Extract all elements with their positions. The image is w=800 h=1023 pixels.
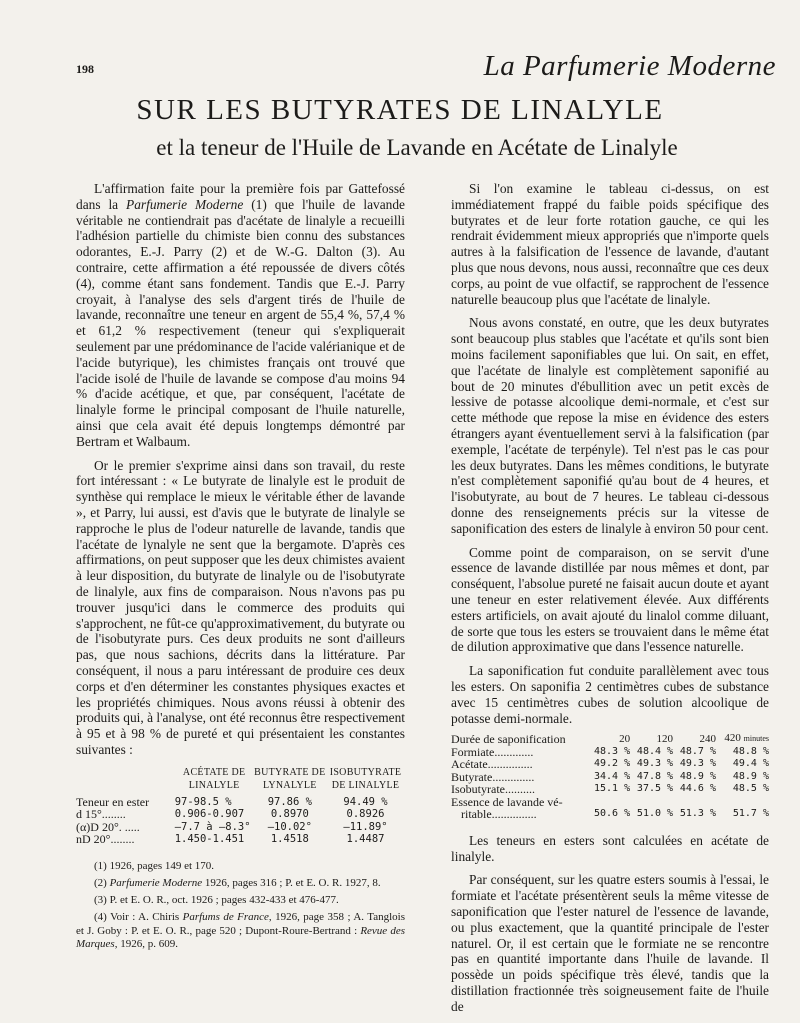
table-cell: 48.4 % <box>636 745 674 757</box>
table-cell: 34.4 % <box>594 770 631 782</box>
table-cell: 48.9 % <box>732 770 769 782</box>
column-header: 120 <box>656 732 674 745</box>
table-cell: 49.2 % <box>594 758 631 770</box>
footnote: (4) Voir : A. Chiris Parfums de France, 1926, page 358 ; A. Tanglois et J. Goby : P. et E. O. R., page 520 ; Dupont-Roure-Bertrand : Revue des Marques, 1926, p. 609. <box>76 911 405 950</box>
table-cell: 49.3 % <box>636 758 674 770</box>
column-header: 240 <box>699 732 716 745</box>
table-header-row <box>76 766 405 796</box>
saponification-table <box>451 732 769 821</box>
footnotes <box>76 860 405 951</box>
column-header: BUTYRATE DE LYNALYLE <box>254 766 326 791</box>
row-label: Isobutyrate.......... <box>451 782 535 797</box>
table-cell: 49.4 % <box>732 758 769 770</box>
row-label: (α)D 20°. ..... <box>76 819 140 834</box>
row-label: ritable............... <box>461 807 537 822</box>
table-cell: 0.906-0.907 <box>174 808 245 821</box>
table-cell: —11.89° <box>343 820 388 833</box>
table-cell: 48.9 % <box>679 770 716 782</box>
article-title: SUR LES BUTYRATES DE LINALYLE <box>136 94 664 126</box>
table-cell: 15.1 % <box>594 783 631 795</box>
row-label: d 15°........ <box>76 807 126 822</box>
right-column <box>451 181 769 1023</box>
table-cell: 48.3 % <box>594 745 631 757</box>
table-cell: 47.8 % <box>636 770 674 782</box>
table-cell: 48.7 % <box>679 745 716 757</box>
column-header: ISOBUTYRATE DE LINALYLE <box>329 766 402 791</box>
journal-name: La Parfumerie Moderne <box>483 50 776 82</box>
paragraph: L'affirmation faite pour la première fois par Gattefossé dans la Parfumerie Moderne (1) que l'huile de lavande véritable ne contiendrait pas d'acétate de linalyle a recueilli l'adhésion partielle du chimiste bien connu des substances odorantes, E.-J. Parry (2) et de W.-G. Dalton (3). Au contraire, cette affirmation a été repoussée de divers côtés (4), comme étant sans fondement. Tandis que E.-J. Parry croyait, à l'analyse des sels d'argent tirés de l'huile de lavande, reconnaître une teneur en argent de 55,4 %, 57,4 % et 61,2 % respectivement (teneur qui s'expliquerait seulement par une prédominance de l'acide valérianique et de l'acide butyrique), les chimistes français ont trouvé que l'acide isolé de l'huile de lavande se compose d'au moins 94 % d'acide acétique, et que, par conséquent, l'acétate de linalyle forme le principal composant de l'huile naturelle, ainsi que cela avait été depuis longtemps démontré par Bertram et Walbaum. <box>76 181 405 449</box>
column-header: 420 minutes <box>724 732 769 745</box>
table-cell: 44.6 % <box>679 783 716 795</box>
table-header-row <box>451 732 769 746</box>
footnote: (1) 1926, pages 149 et 170. <box>94 859 215 872</box>
table-cell: 0.8970 <box>270 808 309 821</box>
left-column <box>76 181 405 955</box>
table-cell: 0.8926 <box>346 808 385 821</box>
table-cell: —7.7 à —8.3° <box>174 820 251 833</box>
table-cell: 94.49 % <box>343 795 388 808</box>
table-row <box>76 833 405 846</box>
article-subtitle: et la teneur de l'Huile de Lavande en Acétate de Linalyle <box>156 135 678 160</box>
table-cell: 97.86 % <box>267 795 312 808</box>
paragraph: La saponification fut conduite parallèlement avec tous les esters. On saponifia 2 centimètres cubes de substance avec 15 centimètres cubes de solution alcoolique de potasse demi-normale. <box>451 663 769 726</box>
table-cell: —10.02° <box>267 820 312 833</box>
paragraph: Si l'on examine le tableau ci-dessus, on est immédiatement frappé du faible poids spécifique des butyrates et de leur forte rotation gauche, ce qui les rendrait évidemment mieux appropriés que n'importe quels autres à la falsification de l'essence de lavande, d'autant plus que nous devons, nous aussi, reconnaître que ces deux corps, au point de vue olfactif, se rapprochent de l'essence naturelle beaucoup plus que l'acétate de linalyle. <box>451 181 769 307</box>
page-number: 198 <box>76 62 94 76</box>
table-cell: 51.3 % <box>679 808 716 820</box>
table-row <box>451 758 769 771</box>
row-label: Acétate............... <box>451 757 533 772</box>
footnote: (3) P. et E. O. R., oct. 1926 ; pages 432-433 et 476-477. <box>94 894 339 907</box>
paragraph: Par conséquent, sur les quatre esters soumis à l'essai, le formiate et l'acétate présentèrent seuls la même vitesse de saponification que l'ester naturel de l'essence de lavande, ou plus exactement, que la quantité principale de l'ester naturel. Or, il est certain que le formiate ne se rencontre pas en quantité importante dans l'huile de lavande. Il possède un poids spécifique très élevé, tandis que la distillation fractionnée très soigneusement faite de l'huile de <box>451 872 769 1014</box>
row-label: Butyrate.............. <box>451 769 535 784</box>
paragraph: Nous avons constaté, en outre, que les deux butyrates sont beaucoup plus stables que l'acétate et qu'ils sont bien moins facilement saponifiables que lui. On sait, en effet, que l'acétate de linalyle est complètement saponifié au bout de 20 minutes d'ébullition avec un petit excès de lessive de potasse alcoolique demi-normale, et c'est sur cette méthode que repose la mise en évidence des esters étrangers ayant éventuellement servi à la falsification (par exemple, l'acétate de terpényle). Tel n'est pas le cas pour les deux butyrates. Dans les mêmes conditions, le butyrate n'est complètement saponifié qu'au bout de 4 heures, et l'isobutyrate, au bout de 7 heures. Le tableau ci-dessous donne des renseignements précis sur la vitesse de saponification des esters de linalyle à environ 50 pour cent. <box>451 315 769 536</box>
row-label: nD 20°........ <box>76 832 135 847</box>
constants-table <box>76 766 405 846</box>
table-cell: 49.3 % <box>679 758 716 770</box>
row-label: Formiate............. <box>451 744 534 759</box>
table-cell: 48.5 % <box>732 783 769 795</box>
table-cell: 50.6 % <box>594 808 631 820</box>
table-cell: 51.0 % <box>636 808 674 820</box>
footnote: (2) Parfumerie Moderne 1926, pages 316 ; P. et E. O. R. 1927, 8. <box>94 876 381 889</box>
table-cell: 1.4518 <box>270 833 309 846</box>
column-header: Durée de saponification <box>451 731 566 746</box>
table-cell: 1.4487 <box>346 833 385 846</box>
table-cell: 1.450-1.451 <box>174 833 245 846</box>
row-label: Essence de lavande vé- <box>451 794 563 809</box>
table-row <box>451 808 769 821</box>
column-header: ACÉTATE DE LINALYLE <box>182 766 246 791</box>
table-row <box>76 808 405 821</box>
page-header <box>76 50 776 90</box>
table-cell: 48.8 % <box>732 745 769 757</box>
paragraph: Or le premier s'exprime ainsi dans son travail, du reste fort intéressant : « Le butyrate de linalyle est le produit de synthèse qui remplace le mieux le véritable éther de lavande », et Parry, lui aussi, est d'avis que le butyrate de linalyle se rapproche le plus de l'odeur naturelle de lavande, tandis que l'acétate de lynalyle ne sent que la bergamote. D'après ces affirmations, on peut supposer que les deux chimistes avaient à leur disposition, du butyrate de linalyle ou de l'isobutyrate de linalyle, aux fins de comparaison. Nous n'avons pas pu trouver jusqu'ici dans le commerce des produits qui s'approchent, ne fût-ce qu'approximativement, du butyrate ou de l'isobutyrate purs. Ces deux produits ne sont d'ailleurs pas, que nous sachions, décrits dans la littérature. Par conséquent, il nous a paru intéressant de produire ces deux corps et d'en déterminer les constantes physiques exactes et les propriétés chimiques. Nous avons réussi à obtenir des produits qui, à l'analyse, ont été reconnus être respectivement à 95 et à 98 % de pureté et qui présentaient les constantes suivantes : <box>76 457 405 757</box>
table-cell: 97-98.5 % <box>174 795 232 808</box>
table-cell: 51.7 % <box>732 808 769 820</box>
paragraph: Comme point de comparaison, on se servit d'une essence de lavande distillée par nous mêmes et dont, par conséquent, l'absolue pureté ne faisait aucun doute et ayant une teneur en ester relativement élevée. Aux différents esters artificiels, on avait ajouté du linalol comme diluant, de sorte que tous les esters se trouvaient dans le même état de dilution approximative que dans l'essence naturelle. <box>451 544 769 655</box>
column-header: 20 <box>619 732 631 745</box>
paragraph: Les teneurs en esters sont calculées en acétate de linalyle. <box>451 832 769 864</box>
row-label: Teneur en ester <box>76 794 150 809</box>
table-cell: 37.5 % <box>636 783 674 795</box>
table-row <box>451 783 769 796</box>
